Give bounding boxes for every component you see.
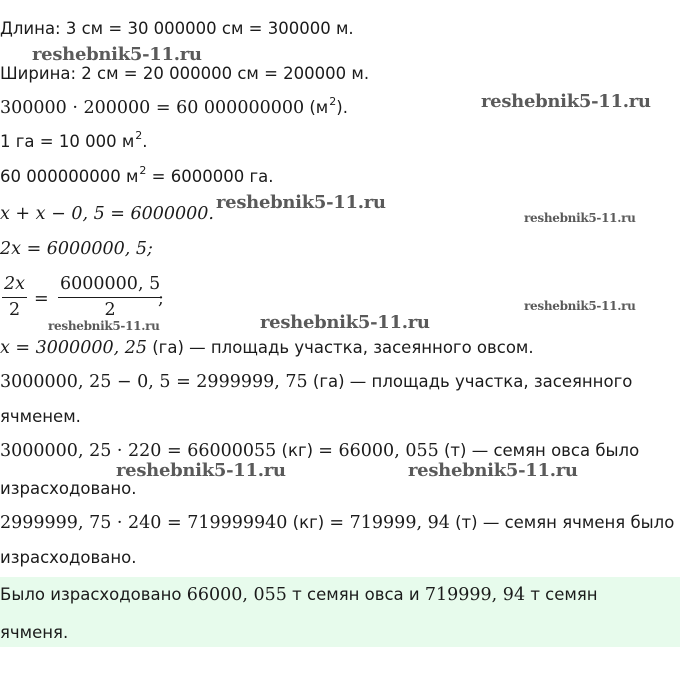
oat-seed-continuation: израсходовано. [0, 479, 137, 498]
fraction-semicolon: ; [158, 289, 164, 309]
conversion-exponent: 2 [139, 164, 147, 177]
area-equation: 300000 · 200000 = 60 000000000 [0, 98, 305, 118]
fraction-equals: = [34, 289, 49, 309]
hectare-conversion-line [0, 166, 274, 190]
fraction-right-denominator: 2 [104, 300, 116, 320]
answer-barley-value: 719999, 94 [424, 585, 526, 605]
area-unit-close: ). [336, 98, 348, 117]
barley-seed-continuation: израсходовано. [0, 548, 137, 567]
barley-seed-equation: 2999999, 75 · 240 = 719999940 [0, 513, 288, 533]
oat-area-line [0, 337, 534, 359]
fraction-left-denominator: 2 [8, 300, 21, 320]
fraction-left [2, 273, 27, 321]
area-unit-exponent: 2 [329, 95, 337, 108]
fraction-right [58, 273, 162, 321]
equation-line [0, 203, 214, 225]
fraction-right-numerator: 6000000, 5 [60, 274, 161, 294]
barley-seed-tonnes: = 719999, 94 [329, 513, 450, 533]
length-line: Длина: 3 см = 30 000000 см = 300000 м. [0, 19, 354, 38]
answer-text-3: т семян [525, 585, 598, 604]
equation-2x: 2x = 6000000, 5; [0, 239, 153, 259]
oat-seed-tonnes: = 66000, 055 [318, 441, 439, 461]
watermark: reshebnik5-11.ru [408, 460, 578, 481]
barley-area-equation: 3000000, 25 − 0, 5 = 2999999, 75 [0, 372, 308, 392]
oat-seed-equation: 3000000, 25 · 220 = 66000055 [0, 441, 277, 461]
answer-oat-value: 66000, 055 [186, 585, 287, 605]
barley-area-line [0, 371, 632, 393]
barley-seed-line [0, 512, 674, 534]
answer-line [0, 584, 598, 606]
oat-area-equation: x = 3000000, 25 [0, 338, 147, 358]
watermark: reshebnik5-11.ru [260, 312, 430, 333]
hectare-period: . [142, 132, 148, 151]
answer-text-2: т семян овса и [286, 585, 425, 604]
watermark: reshebnik5-11.ru [48, 319, 160, 333]
hectare-equation: 1 га = 10 000 м [0, 132, 135, 151]
watermark: reshebnik5-11.ru [116, 460, 286, 481]
watermark: reshebnik5-11.ru [481, 91, 651, 112]
oat-seed-unit-kg: (кг) [276, 441, 319, 460]
oat-seed-line [0, 440, 639, 462]
barley-area-continuation: ячменем. [0, 407, 81, 426]
oat-area-text: (га) — площадь участка, засеянного овсом. [147, 338, 534, 357]
fraction-left-numerator: 2x [4, 274, 26, 294]
watermark: reshebnik5-11.ru [524, 211, 636, 225]
watermark: reshebnik5-11.ru [216, 192, 386, 213]
area-line [0, 97, 348, 121]
conversion-left: 60 000000000 м [0, 167, 139, 186]
oat-seed-text: (т) — семян овса было [438, 441, 640, 460]
watermark: reshebnik5-11.ru [32, 44, 202, 65]
equation: x + x − 0, 5 = 6000000. [0, 204, 214, 224]
watermark: reshebnik5-11.ru [524, 299, 636, 313]
answer-text-1: Было израсходовано [0, 585, 187, 604]
barley-area-text: (га) — площадь участка, засеянного [307, 372, 633, 391]
barley-seed-unit-kg: (кг) [287, 513, 330, 532]
area-unit: (м [304, 98, 329, 117]
hectare-exponent: 2 [135, 129, 143, 142]
width-line: Ширина: 2 см = 20 000000 см = 200000 м. [0, 64, 370, 83]
hectare-line [0, 131, 148, 155]
barley-seed-text: (т) — семян ячменя было [449, 513, 675, 532]
conversion-right: = 6000000 га. [146, 167, 274, 186]
equation-2x-line [0, 238, 153, 260]
answer-line-2: ячменя. [0, 623, 69, 642]
